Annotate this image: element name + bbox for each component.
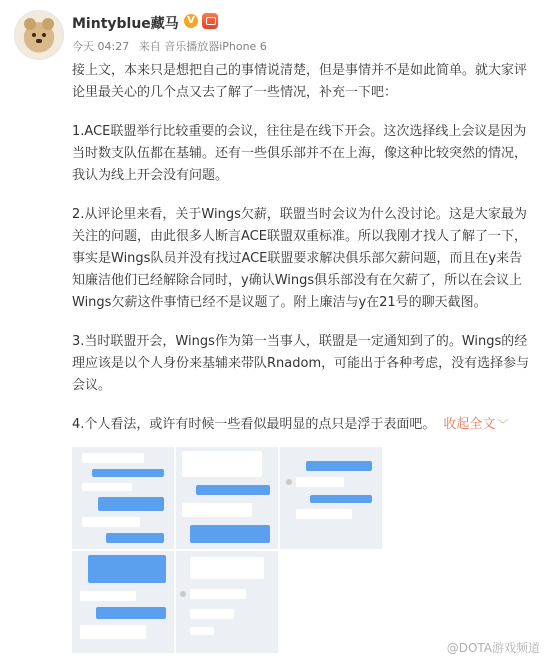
collapse-label: 收起全文 (443, 417, 496, 432)
avatar-nose (36, 39, 42, 43)
post-source: 来自 音乐播放器iPhone 6 (138, 40, 267, 53)
paragraph-3: 3.当时联盟开会，Wings作为第一当事人，联盟是一定通知到了的。Wings的经理应该是以个人身份来基辅来带队Rnadom，可能出于各种考虑，没有选择参与会议。 (72, 334, 530, 393)
collapse-button[interactable] (443, 417, 508, 432)
paragraph-1: 1.ACE联盟举行比较重要的会议，往往是在线下开会。这次选择线上会议是因为当时数支队伍都在基辅。还有一些俱乐部并不在上海，像这种比较突然的情况，我认为线上开会没有问题。 (72, 124, 528, 183)
chat-screenshot-2[interactable] (176, 447, 278, 549)
paragraph-2: 2.从评论里来看，关于Wings欠薪，联盟当时会议为什么没讨论。这是大家最为关注的问题，由此很多人断言ACE联盟双重标准。所以我刚才找人了解了一下，事实是Wings队员并没有找过ACE联盟要求解决俱乐部欠薪问题，而且在y来告知廉洁他们已经解除合同时，y确认Wings俱乐部没有在欠薪了，所以在会议上Wings欠薪这件事情已经不是议题了。附上廉洁与y在21号的聊天截图。 (72, 207, 527, 310)
avatar[interactable] (14, 10, 64, 60)
vip-crown-icon[interactable] (202, 13, 218, 29)
chat-screenshot-1[interactable] (72, 447, 174, 549)
post-meta (72, 38, 273, 54)
watermark: @DOTA游戏频道 (446, 641, 540, 655)
post-time[interactable]: 今天 04:27 (72, 40, 130, 53)
chat-screenshot-3[interactable] (280, 447, 382, 549)
avatar-ear (24, 18, 36, 30)
paragraph-4-text: 4.个人看法，或许有时候一些看似最明显的点只是浮于表面吧。 (72, 417, 436, 432)
chat-screenshot-5[interactable] (176, 551, 278, 653)
post-header (14, 10, 534, 58)
paragraph-intro: 接上文，本来只是想把自己的事情说清楚，但是事情并不是如此简单。就大家评论里最关心的几个点又去了解了一些情况，补充一下吧： (72, 63, 528, 100)
avatar-eye (42, 33, 46, 37)
paragraph-4 (72, 414, 534, 436)
chevron-up-icon: ﹀ (497, 418, 509, 431)
verified-badge-icon[interactable]: V (184, 14, 198, 28)
avatar-eye (32, 33, 36, 37)
post-content (72, 60, 534, 436)
avatar-ear (42, 18, 54, 30)
chat-screenshot-4[interactable] (72, 551, 174, 653)
username-link[interactable]: Mintyblue藏马 (72, 16, 179, 32)
